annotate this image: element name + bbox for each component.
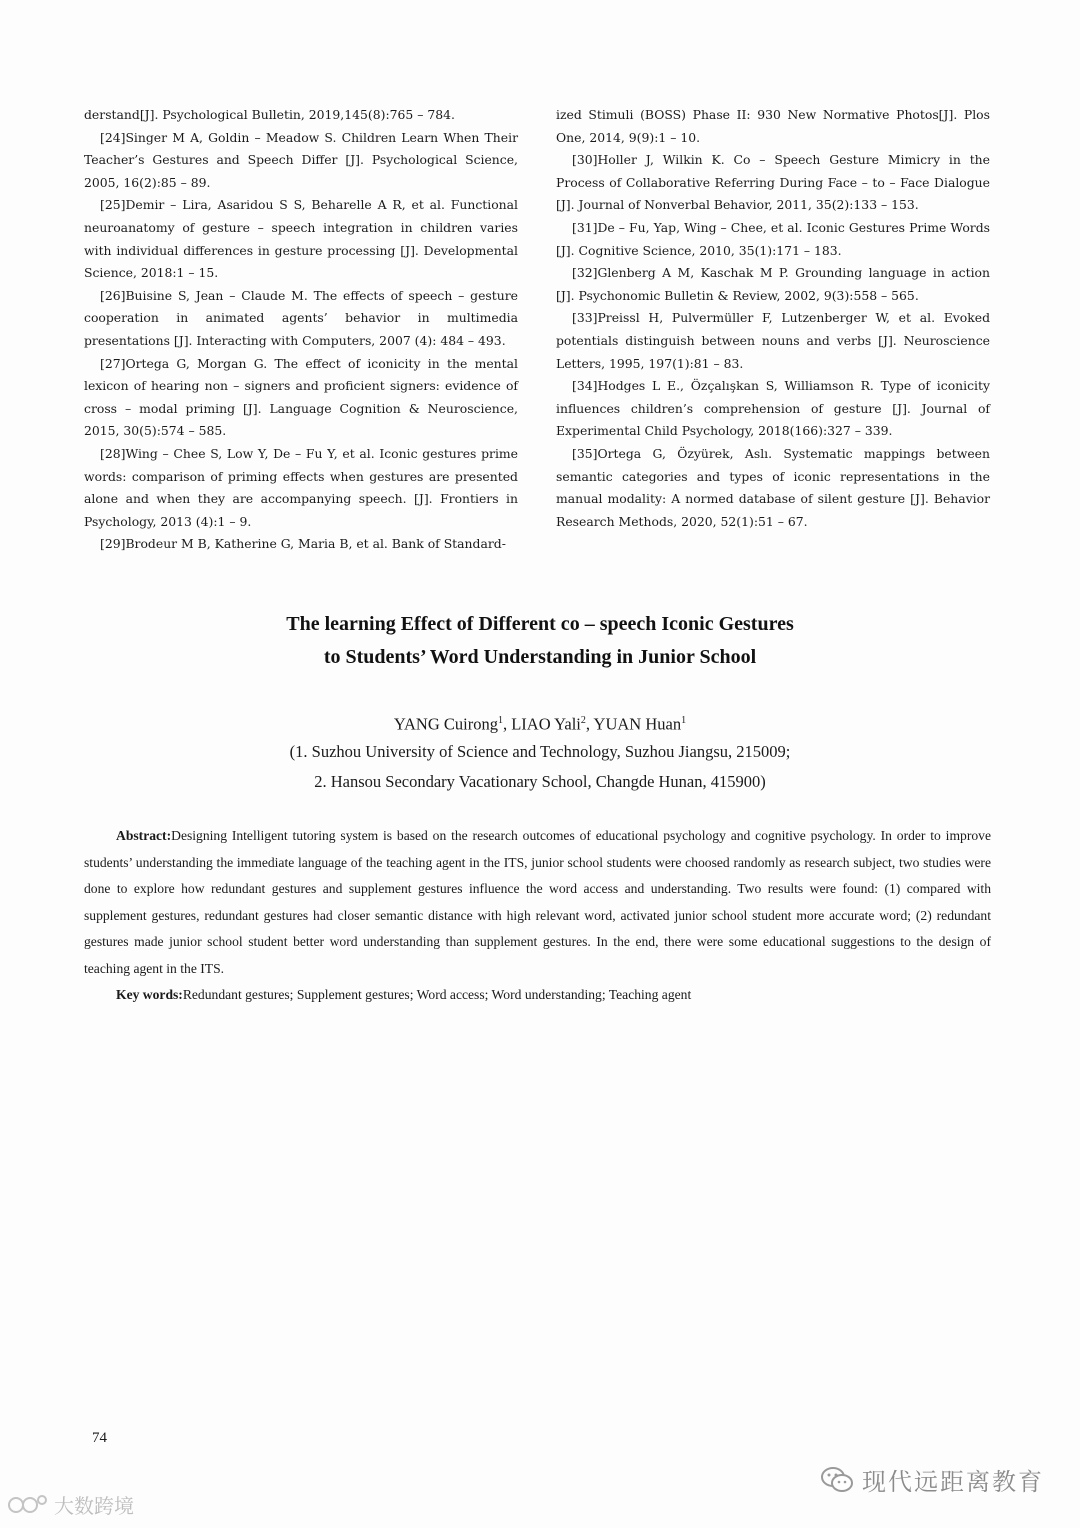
reference-entry bbox=[556, 375, 990, 443]
author-affil-marker: 1 bbox=[681, 715, 687, 726]
reference-number: [29] bbox=[100, 536, 126, 552]
page-number: 74 bbox=[92, 1430, 107, 1446]
affiliations bbox=[0, 737, 1080, 797]
reference-number: [26] bbox=[100, 287, 126, 303]
abstract-text: Designing Intelligent tutoring system is based on the research outcomes of educational psychology and cognitive psychology. In order to improve students’ understanding the immediate language of the teaching agent in the ITS, junior school students were choosed randomly as research subject, two studies were done to explore how redundant gestures and supplement gestures influence the word access and understanding. Two results were found: (1) compared with supplement gestures, redundant gestures had closer semantic distance with high relevant word, activated junior school student more accurate word; (2) redundant gestures made junior school student better word understanding than supplement gestures. In the end, there were some educational suggestions to the design of teaching agent in the ITS. bbox=[84, 828, 991, 976]
reference-text: De – Fu, Yap, Wing – Chee, et al. Iconic Gestures Prime Words [J]. Cognitive Science, 2010, 35(1):171 – 183. bbox=[556, 219, 990, 258]
affiliation-line-1: (1. Suzhou University of Science and Technology, Suzhou Jiangsu, 215009; bbox=[289, 742, 791, 761]
reference-entry bbox=[84, 353, 518, 443]
reference-entry bbox=[84, 127, 518, 195]
reference-entry bbox=[556, 262, 990, 307]
reference-number: [28] bbox=[100, 445, 126, 461]
reference-text: Singer M A, Goldin – Meadow S. Children Learn When Their Teacher’s Gestures and Speech Differ [J]. Psychological Science, 2005, 16(2):85 – 89. bbox=[84, 129, 518, 190]
reference-entry bbox=[84, 285, 518, 353]
paper-title bbox=[0, 608, 1080, 674]
reference-number: [25] bbox=[100, 197, 126, 213]
reference-number: [30] bbox=[572, 152, 598, 168]
reference-number: [24] bbox=[100, 129, 126, 145]
author-affil-marker: 1 bbox=[497, 715, 503, 726]
watermark-brand bbox=[6, 1490, 134, 1519]
author-name: YANG Cuirong bbox=[393, 714, 498, 734]
author-affil-marker: 2 bbox=[580, 715, 586, 726]
watermark-right-text: 现代远距离教育 bbox=[862, 1468, 1044, 1496]
reference-entry bbox=[84, 194, 518, 284]
reference-text: Wing – Chee S, Low Y, De – Fu Y, et al. Iconic gestures prime words: comparison of priming effects when gestures are presented alone and when they are accompanying speech. [J]. Frontiers in Psychology, 2013 (4):1 – 9. bbox=[84, 445, 518, 529]
reference-text: Buisine S, Jean – Claude M. The effects of speech – gesture cooperation in animated agents’ behavior in multimedia presentations [J]. Interacting with Computers, 2007 (4): 484 – 493. bbox=[84, 287, 518, 348]
reference-number: [27] bbox=[100, 355, 126, 371]
reference-entry bbox=[556, 307, 990, 375]
reference-text: Demir – Lira, Asaridou S S, Beharelle A R, et al. Functional neuroanatomy of gesture – speech integration in children varies with individual differences in gesture processing [J]. Developmental Science, 2018:1 – 15. bbox=[84, 197, 518, 281]
reference-text: Preissl H, Pulvermüller F, Lutzenberger W, et al. Evoked potentials distinguish between nouns and verbs [J]. Neuroscience Letters, 1995, 197(1):81 – 83. bbox=[556, 310, 990, 371]
keywords-label: Key words: bbox=[116, 987, 183, 1002]
reference-entry bbox=[556, 104, 990, 149]
reference-entry bbox=[556, 443, 990, 533]
wechat-icon bbox=[820, 1466, 854, 1494]
keywords bbox=[84, 982, 991, 1009]
author-separator: , bbox=[585, 714, 594, 734]
reference-number: [33] bbox=[572, 310, 598, 326]
author-separator: , bbox=[502, 714, 512, 734]
reference-entry bbox=[84, 443, 518, 533]
reference-number: [35] bbox=[572, 445, 598, 461]
reference-text: Holler J, Wilkin K. Co – Speech Gesture Mimicry in the Process of Collaborative Referring During Face – to – Face Dialogue [J]. Journal of Nonverbal Behavior, 2011, 35(2):133 – 153. bbox=[556, 152, 990, 213]
reference-number: [32] bbox=[572, 265, 598, 281]
watermark-wechat-account bbox=[820, 1462, 1044, 1497]
reference-text: Glenberg A M, Kaschak M P. Grounding language in action [J]. Psychonomic Bulletin & Review, 2002, 9(3):558 – 565. bbox=[556, 265, 990, 303]
reference-entry bbox=[84, 533, 518, 556]
abstract bbox=[84, 823, 991, 983]
reference-text: Hodges L E., Özçalışkan S, Williamson R. Type of iconicity influences children’s comprehension of gesture [J]. Journal of Experimental Child Psychology, 2018(166):327 – 339. bbox=[556, 378, 990, 439]
author-list bbox=[0, 706, 1080, 740]
references-left-column bbox=[84, 104, 518, 556]
reference-text: Ortega G, Morgan G. The effect of iconicity in the mental lexicon of hearing non – signers and proficient signers: evidence of cross – modal priming [J]. Language Cognition & Neuroscience, 2015, 30(5):574 – 585. bbox=[84, 355, 518, 439]
reference-entry bbox=[84, 104, 518, 127]
reference-number: [31] bbox=[572, 219, 598, 235]
brand-logo-icon bbox=[6, 1492, 50, 1518]
watermark-left-text: 大数跨境 bbox=[54, 1494, 134, 1518]
reference-entry bbox=[556, 149, 990, 217]
author-name: LIAO Yali bbox=[511, 714, 581, 734]
keywords-text: Redundant gestures; Supplement gestures; Word access; Word understanding; Teaching agent bbox=[182, 987, 692, 1002]
reference-text: Brodeur M B, Katherine G, Maria B, et al. Bank of Standard- bbox=[125, 536, 506, 552]
reference-text: derstand[J]. Psychological Bulletin, 2019,145(8):765 – 784. bbox=[84, 107, 455, 122]
reference-number: [34] bbox=[572, 378, 598, 394]
abstract-label: Abstract: bbox=[116, 828, 172, 843]
affiliation-line-2: 2. Hansou Secondary Vacationary School, Changde Hunan, 415900) bbox=[314, 772, 766, 791]
reference-text: Ortega G, Özyürek, Aslı. Systematic mappings between semantic categories and types of iconic representations in the manual modality: A normed database of silent gesture [J]. Behavior Research Methods, 2020, 52(1):51 – 67. bbox=[556, 445, 990, 529]
reference-entry bbox=[556, 217, 990, 262]
title-line-2: to Students’ Word Understanding in Junior School bbox=[323, 646, 757, 668]
author-name: YUAN Huan bbox=[593, 714, 682, 734]
title-line-1: The learning Effect of Different co – speech Iconic Gestures bbox=[286, 613, 794, 635]
reference-text: ized Stimuli (BOSS) Phase II: 930 New Normative Photos[J]. Plos One, 2014, 9(9):1 – 10. bbox=[556, 107, 990, 145]
references-right-column bbox=[556, 104, 990, 533]
